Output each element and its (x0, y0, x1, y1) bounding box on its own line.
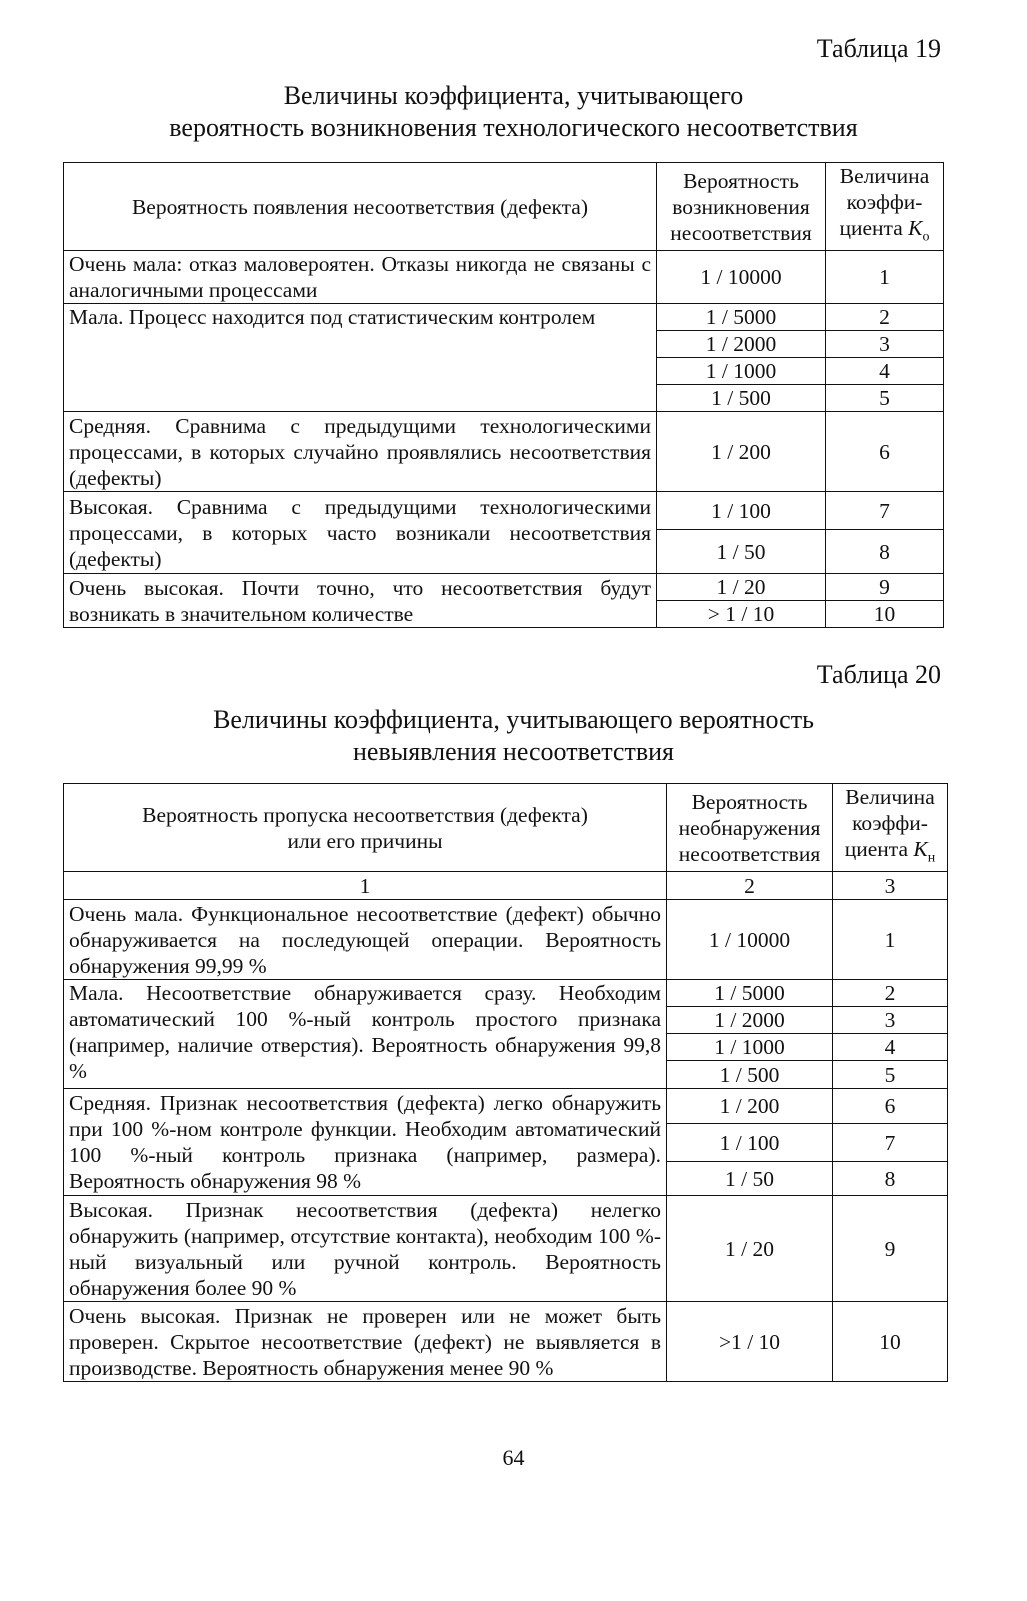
row-description: Очень мала: отказ маловероятен. Отказы никогда не связаны с аналогичными процессами (64, 251, 657, 304)
table-19-header-row (64, 163, 944, 251)
row-probability: 1 / 1000 (657, 358, 826, 385)
row-description: Очень высокая. Признак не проверен или не может быть проверен. Скрытое несоответствие (дефект) не выявляется в производстве. Вероятность обнаружения менее 90 % (64, 1302, 667, 1382)
table-20 (63, 783, 948, 1382)
row-description: Высокая. Сравнима с предыдущими технологическими процессами, в которых часто возникали несоответствия (дефекты) (64, 492, 657, 574)
row-description: Очень высокая. Почти точно, что несоответствия будут возникать в значительном количестве (64, 574, 657, 628)
row-probability: 1 / 1000 (667, 1034, 833, 1061)
row-coefficient: 5 (833, 1061, 948, 1089)
header-probability: Вероятность возникновения несоответствия (657, 163, 826, 251)
table-20-title-line1: Величины коэффициента, учитывающего вероятность (213, 705, 814, 734)
table-20-title (0, 704, 1027, 768)
table-19-title-line1: Величины коэффициента, учитывающего (283, 81, 744, 110)
row-probability: 1 / 20 (657, 574, 826, 601)
header-description: Вероятность пропуска несоответствия (дефекта) или его причины (64, 784, 667, 872)
row-coefficient: 4 (826, 358, 944, 385)
row-probability: 1 / 2000 (657, 331, 826, 358)
row-coefficient: 2 (833, 980, 948, 1007)
row-probability: 1 / 500 (657, 385, 826, 412)
row-coefficient: 1 (826, 251, 944, 304)
table-row (64, 304, 944, 331)
row-coefficient: 7 (826, 492, 944, 530)
table-row (64, 900, 948, 980)
row-probability: 1 / 200 (657, 412, 826, 492)
table-row (64, 574, 944, 601)
row-description: Очень мала. Функциональное несоответствие (дефект) обычно обнаруживается на последующей операции. Вероятность обнаружения 99,99 % (64, 900, 667, 980)
table-row (64, 1196, 948, 1302)
row-coefficient: 10 (826, 601, 944, 628)
row-probability: 1 / 10000 (667, 900, 833, 980)
header-coefficient: Величина коэффи- циента $K_o$ (826, 163, 944, 251)
row-coefficient: 7 (833, 1124, 948, 1162)
table-row (64, 412, 944, 492)
table-19-label: Таблица 19 (816, 34, 941, 63)
column-number: 2 (667, 872, 833, 900)
row-coefficient: 6 (826, 412, 944, 492)
row-probability: 1 / 20 (667, 1196, 833, 1302)
table-row (64, 980, 948, 1007)
row-description: Средняя. Сравнима с предыдущими технологическими процессами, в которых случайно проявлялись несоответствия (дефекты) (64, 412, 657, 492)
row-probability: 1 / 50 (657, 530, 826, 574)
row-coefficient: 8 (826, 530, 944, 574)
row-description: Средняя. Признак несоответствия (дефекта) легко обнаружить при 100 %-ном контроле функции. Необходим автоматический 100 %-ный контроль признака (например, размера). Вероятность обнаружения 98 % (64, 1089, 667, 1196)
table-row (64, 1089, 948, 1124)
column-number-row (64, 872, 948, 900)
row-probability: 1 / 50 (667, 1162, 833, 1196)
row-probability: 1 / 2000 (667, 1007, 833, 1034)
row-probability: 1 / 200 (667, 1089, 833, 1124)
row-coefficient: 3 (826, 331, 944, 358)
row-coefficient: 10 (833, 1302, 948, 1382)
row-description: Высокая. Признак несоответствия (дефекта) нелегко обнаружить (например, отсутствие контакта), необходим 100 %-ный визуальный или ручной контроль. Вероятность обнаружения более 90 % (64, 1196, 667, 1302)
row-coefficient: 9 (833, 1196, 948, 1302)
table-20-header-row (64, 784, 948, 872)
row-probability: 1 / 100 (667, 1124, 833, 1162)
row-coefficient: 2 (826, 304, 944, 331)
row-probability: 1 / 100 (657, 492, 826, 530)
header-coefficient: Величина коэффи- циента $K_н$ (833, 784, 948, 872)
row-probability: 1 / 5000 (657, 304, 826, 331)
row-probability: 1 / 5000 (667, 980, 833, 1007)
table-row (64, 492, 944, 530)
table-row (64, 1302, 948, 1382)
row-coefficient: 6 (833, 1089, 948, 1124)
row-probability: 1 / 500 (667, 1061, 833, 1089)
row-coefficient: 8 (833, 1162, 948, 1196)
table-20-title-line2: невыявления несоответствия (353, 737, 674, 766)
row-probability: 1 / 10000 (657, 251, 826, 304)
row-description: Мала. Несоответствие обнаруживается сразу. Необходим автоматический 100 %-ный контроль простого признака (например, наличие отверстия). Вероятность обнаружения 99,8 % (64, 980, 667, 1089)
page-number: 64 (502, 1445, 525, 1470)
row-description: Мала. Процесс находится под статистическим контролем (64, 304, 657, 412)
row-probability: > 1 / 10 (657, 601, 826, 628)
row-probability: >1 / 10 (667, 1302, 833, 1382)
header-description: Вероятность появления несоответствия (дефекта) (64, 163, 657, 251)
column-number: 1 (64, 872, 667, 900)
table-19 (63, 162, 944, 628)
table-19-title-line2: вероятность возникновения технологического несоответствия (169, 113, 858, 142)
column-number: 3 (833, 872, 948, 900)
table-row (64, 251, 944, 304)
row-coefficient: 9 (826, 574, 944, 601)
header-probability: Вероятность необнаружения несоответствия (667, 784, 833, 872)
table-20-label: Таблица 20 (816, 660, 941, 689)
row-coefficient: 1 (833, 900, 948, 980)
table-19-title (0, 80, 1027, 144)
row-coefficient: 3 (833, 1007, 948, 1034)
row-coefficient: 4 (833, 1034, 948, 1061)
row-coefficient: 5 (826, 385, 944, 412)
